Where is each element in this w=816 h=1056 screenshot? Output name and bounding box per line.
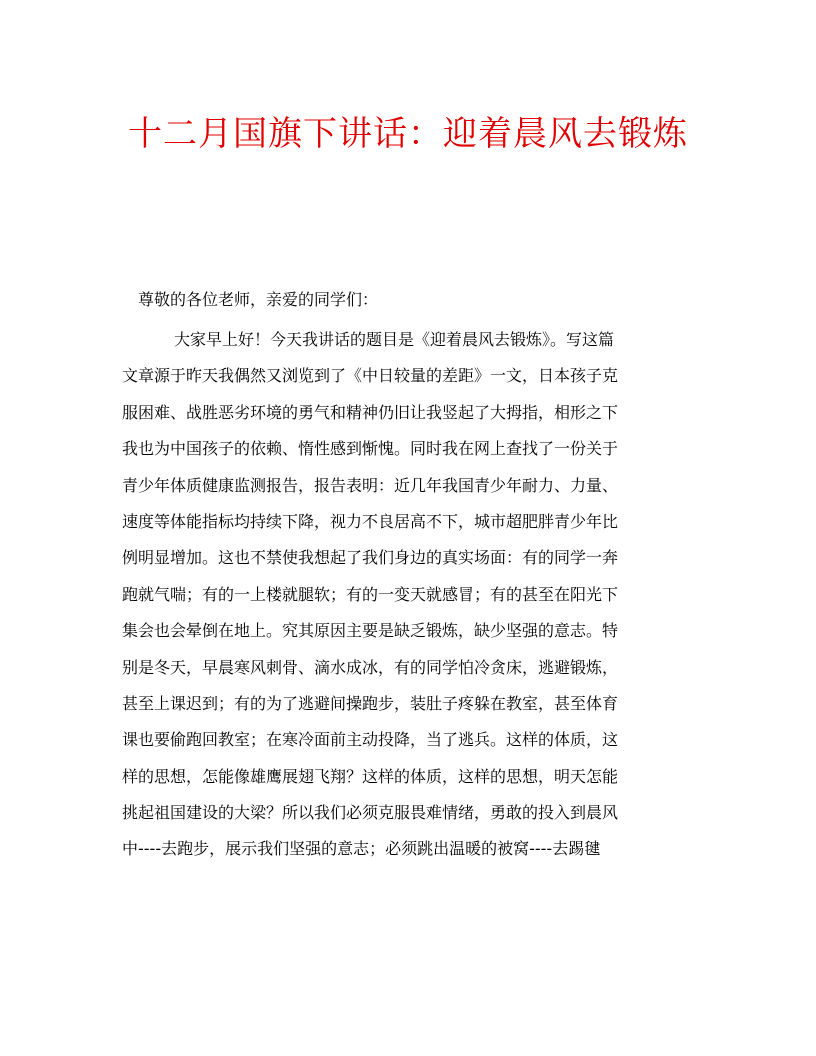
body-line: 速度等体能指标均持续下降，视力不良居高不下，城市超肥胖青少年比 [122, 511, 619, 531]
body-line: 我也为中国孩子的依赖、惰性感到惭愧。同时我在网上查找了一份关于 [122, 439, 619, 459]
body-line: 课也要偷跑回教室；在寒冷面前主动投降，当了逃兵。这样的体质，这 [122, 730, 619, 750]
body-paragraph [122, 326, 698, 872]
body-line: 青少年体质健康监测报告，报告表明：近几年我国青少年耐力、力量、 [122, 475, 619, 495]
document-title: 十二月国旗下讲话：迎着晨风去锻炼 [128, 114, 688, 154]
body-line: 跑就气喘；有的一上楼就腿软；有的一变天就感冒；有的甚至在阳光下 [122, 584, 619, 604]
body-line: 别是冬天，早晨寒风刺骨、滴水成冰，有的同学怕冷贪床，逃避锻炼， [122, 657, 619, 677]
body-line: 集会也会晕倒在地上。究其原因主要是缺乏锻炼，缺少坚强的意志。特 [122, 621, 619, 641]
body-line: 大家早上好！今天我讲话的题目是《迎着晨风去锻炼》。写这篇 [174, 330, 615, 349]
body-line: 挑起祖国建设的大梁？所以我们必须克服畏难情绪，勇敢的投入到晨风 [122, 803, 619, 823]
body-line: 文章源于昨天我偶然又浏览到了《中日较量的差距》一文，日本孩子克 [122, 366, 619, 386]
body-line: 服困难、战胜恶劣环境的勇气和精神仍旧让我竖起了大拇指，相形之下 [122, 402, 619, 422]
salutation: 尊敬的各位老师，亲爱的同学们： [138, 290, 379, 309]
body-line: 样的思想，怎能像雄鹰展翅飞翔？这样的体质，这样的思想，明天怎能 [122, 766, 619, 786]
body-line: 例明显增加。这也不禁使我想起了我们身边的真实场面：有的同学一奔 [122, 548, 619, 568]
body-line: 甚至上课迟到；有的为了逃避间操跑步，装肚子疼躲在教室，甚至体育 [122, 693, 619, 713]
body-line: 中----去跑步，展示我们坚强的意志；必须跳出温暖的被窝----去踢毽 [122, 839, 601, 859]
